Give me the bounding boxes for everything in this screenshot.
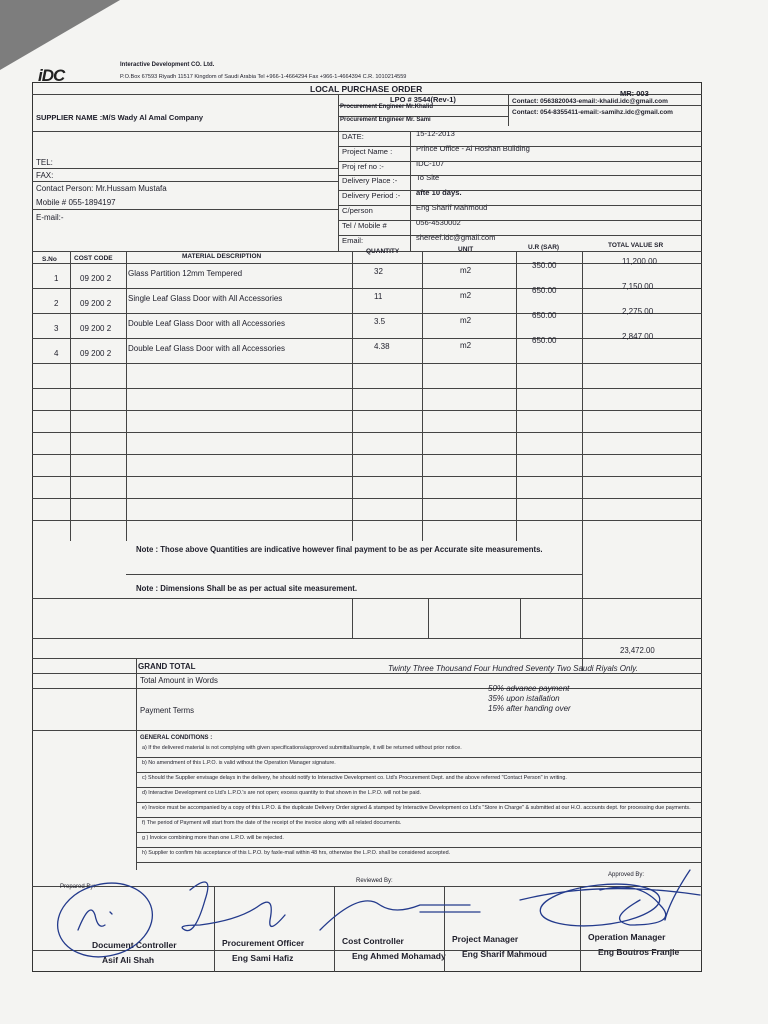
col-sno: S.No	[42, 256, 57, 263]
tel-field: TEL:	[36, 158, 53, 167]
condition-item: c) Should the Supplier envisage delays in the delivery, he should notify to Interactive Development co. Ltd's Procurement Dept. and the above referred "Contact Person" in writing.	[142, 775, 567, 781]
info-value: IDC-107	[416, 158, 445, 168]
info-value: Prince Office - Al Hoshan Building	[416, 143, 530, 153]
proc-eng-2-contact: Contact: 054-8355411-email:-samihz.idc@gmail.com	[512, 109, 673, 116]
note-dimensions: Note : Dimensions Shall be as per actual site measurement.	[136, 584, 357, 593]
condition-item: h) Supplier to confirm his acceptance of this L.P.O. by faxle-mail within 48 hrs, otherwise the L.P.O. shall be considered accepted.	[142, 850, 451, 856]
item-cost-code: 09 200 2	[80, 324, 112, 333]
signer-title: Cost Controller	[342, 936, 404, 946]
item-quantity: 11	[374, 292, 383, 301]
signer-name: Eng Sharif Mahmoud	[462, 949, 547, 959]
col-unit: UNIT	[458, 246, 474, 253]
item-description: Double Leaf Glass Door with all Accessories	[128, 319, 285, 328]
page-title: LOCAL PURCHASE ORDER	[310, 84, 423, 94]
payment-terms-label: Payment Terms	[140, 706, 195, 715]
conditions-title: GENERAL CONDITIONS :	[140, 735, 213, 741]
company-logo: iDC	[38, 66, 65, 85]
payment-line: 15% after handing over	[488, 704, 571, 713]
col-unit-rate: U.R (SAR)	[528, 244, 560, 251]
mobile-field: Mobile # 055-1894197	[36, 198, 116, 207]
condition-item: d) Interactive Development co Ltd's L.P.O.'s are not open; excess quantity to that shown in the L.P.O. will not be paid.	[142, 790, 422, 796]
info-label: DATE:	[342, 132, 364, 141]
col-total: TOTAL VALUE SR	[608, 242, 664, 249]
proc-eng-2: Procurement Engineer Mr. Sami	[340, 117, 431, 123]
note-quantities: Note : Those above Quantities are indicative however final payment to be as per Accurate site measurements.	[136, 545, 543, 554]
info-label: Delivery Place :-	[342, 176, 398, 186]
info-value: shereef.idc@gmail.com	[416, 232, 496, 242]
item-unit-rate: 650.00	[532, 336, 557, 345]
item-sno: 2	[54, 299, 59, 308]
amount-words-label: Total Amount in Words	[140, 676, 218, 685]
item-quantity: 32	[374, 267, 383, 276]
col-cost-code: COST CODE	[74, 255, 113, 262]
fax-field: FAX:	[36, 171, 54, 180]
signer-name: Asif Ali Shah	[102, 955, 155, 965]
item-total: 2,275.00	[622, 307, 654, 316]
grand-total-label: GRAND TOTAL	[138, 662, 196, 671]
info-value: 056-4530002	[416, 217, 461, 227]
item-total: 2,847.00	[622, 332, 654, 341]
item-cost-code: 09 200 2	[80, 274, 112, 283]
info-label: Project Name :	[342, 146, 393, 156]
info-value: afte 10 days.	[416, 188, 462, 198]
item-total: 11,200.00	[622, 257, 657, 266]
mr-number: MR: 003	[620, 89, 649, 98]
item-sno: 3	[54, 324, 59, 333]
condition-item: g ) Invoice combining more than one L.P.O. will be rejected.	[142, 835, 284, 841]
item-quantity: 3.5	[374, 317, 386, 326]
signer-title: Document Controller	[92, 940, 177, 950]
proc-eng-1: Procurement Engineer Mr.Khalid	[340, 104, 434, 110]
signer-title: Operation Manager	[588, 932, 666, 942]
email-field: E-mail:-	[36, 213, 64, 222]
item-unit: m2	[460, 316, 472, 325]
item-unit: m2	[460, 291, 472, 300]
item-description: Glass Partition 12mm Tempered	[128, 269, 243, 278]
condition-item: b) No amendment of this L.P.O. is valid without the Operation Manager signature.	[142, 760, 336, 766]
signer-name: Eng Ahmed Mohamady	[352, 951, 446, 961]
prepared-by: Prepared By:	[60, 884, 96, 890]
item-cost-code: 09 200 2	[80, 349, 112, 358]
info-label: C/person	[342, 206, 373, 215]
item-description: Single Leaf Glass Door with All Accessories	[128, 294, 283, 303]
item-description: Double Leaf Glass Door with all Accessories	[128, 344, 285, 353]
supplier-name: SUPPLIER NAME :M/S Wady Al Amal Company	[36, 113, 204, 122]
item-sno: 1	[54, 274, 59, 283]
grand-total-value: 23,472.00	[620, 646, 655, 655]
payment-line: 50% advance payment	[488, 684, 570, 693]
payment-line: 35% upon istallation	[488, 694, 560, 703]
signer-name: Eng Boutros Franjie	[598, 947, 680, 957]
col-description: MATERIAL DESCRIPTION	[182, 253, 262, 260]
condition-item: f) The period of Payment will start from the date of the receipt of the invoice along with all related documents.	[142, 820, 402, 826]
item-unit: m2	[460, 341, 472, 350]
approved-by: Approved By:	[608, 872, 645, 878]
lpo-number: LPO # 3544(Rev-1)	[390, 95, 456, 104]
item-unit-rate: 650.00	[532, 311, 557, 320]
item-total: 7,150.00	[622, 282, 654, 291]
info-value: 15-12-2013	[416, 129, 455, 138]
item-cost-code: 09 200 2	[80, 299, 112, 308]
proc-eng-1-contact: Contact: 0563820043-email:-khalid.idc@gmail.com	[512, 98, 668, 105]
item-unit-rate: 350.00	[532, 261, 557, 270]
signer-name: Eng Sami Hafiz	[232, 953, 294, 963]
item-unit: m2	[460, 266, 472, 275]
item-sno: 4	[54, 349, 59, 358]
info-label: Proj ref no :-	[342, 161, 384, 171]
info-label: Email:	[342, 235, 364, 245]
signer-title: Project Manager	[452, 934, 519, 944]
company-name: Interactive Development CO. Ltd.	[120, 62, 215, 68]
info-value: To Site	[416, 173, 440, 183]
item-unit-rate: 650.00	[532, 286, 557, 295]
reviewed-by: Reviewed By:	[356, 878, 393, 884]
item-quantity: 4.38	[374, 342, 390, 351]
col-quantity: QUANTITY	[366, 248, 400, 255]
info-label: Tel / Mobile #	[342, 220, 387, 230]
info-value: Eng Sharif Mahmoud	[416, 203, 488, 212]
info-label: Delivery Period :-	[342, 191, 401, 201]
condition-item: e) Invoice must be accompanied by a copy of this L.P.O. & the duplicate Delivery Order signed & stamped by Interactive Development co Ltd's "Store in Charge" & submitted at our H.O. accounts dept. for processing due payments.	[142, 805, 691, 811]
company-address: P.O.Box 67593 Riyadh 11517 Kingdom of Saudi Arabia Tel +966-1-4664294 Fax +966-1-4664394 C.R. 1010214559	[120, 74, 407, 80]
condition-item: a) If the delivered material is not complying with given specifications/approved submittal/sample, it will be returned without prior notice.	[142, 745, 462, 751]
amount-words-value: Twinty Three Thousand Four Hundred Seventy Two Saudi Riyals Only.	[388, 664, 638, 673]
contact-person: Contact Person: Mr.Hussam Mustafa	[36, 184, 167, 193]
signer-title: Procurement Officer	[222, 938, 305, 948]
